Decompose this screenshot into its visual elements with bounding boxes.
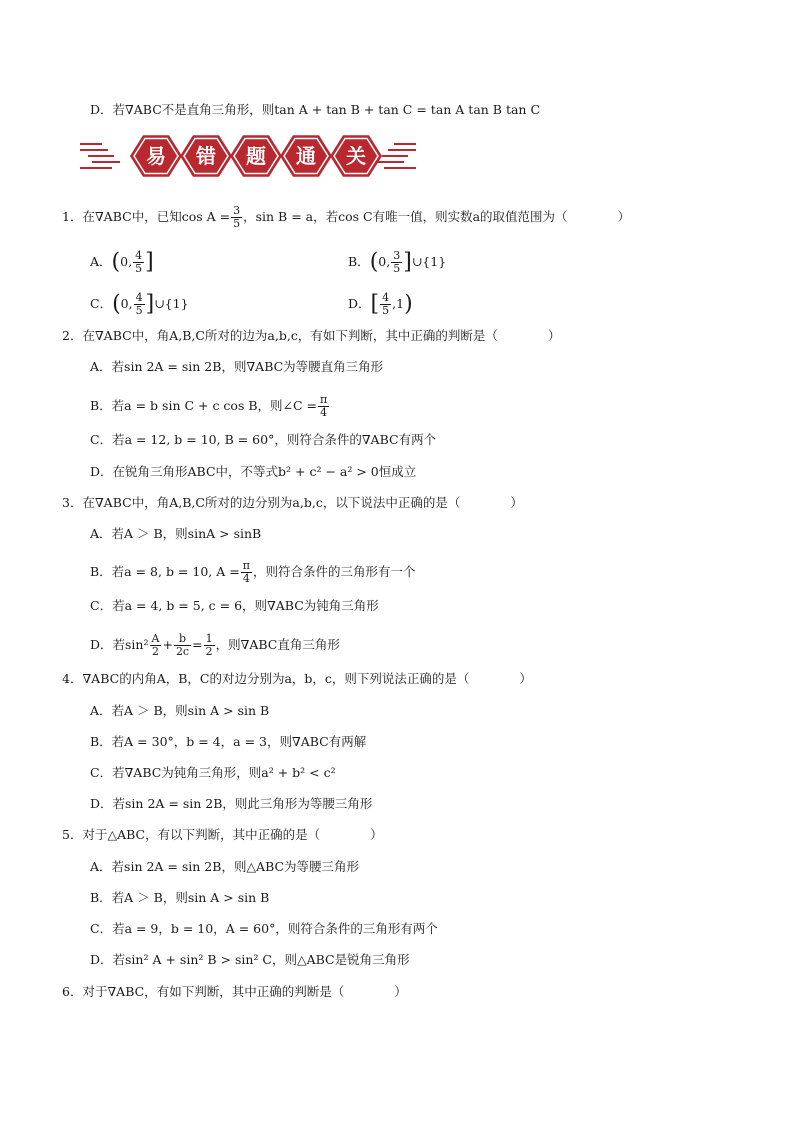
question-5-option-a: A．若sin 2A = sin 2B，则△ABC为等腰三角形 — [90, 859, 360, 874]
top-option-d: D．若∇ABC不是直角三角形，则tan A + tan B + tan C = tan A tan B tan C — [90, 102, 541, 117]
question-4-option-c: C．若∇ABC为钝角三角形，则a² + b² < c² — [90, 765, 336, 780]
question-4-stem: 4．∇ABC的内角A，B，C的对边分别为a，b，c，则下列说法正确的是（ ） — [62, 671, 532, 686]
question-2-option-c: C．若a = 12, b = 10, B = 60°，则符合条件的∇ABC有两个 — [90, 432, 437, 447]
question-2-option-a: A．若sin 2A = sin 2B，则∇ABC为等腰直角三角形 — [90, 359, 384, 374]
banner-char: 关 — [346, 144, 366, 168]
question-5-option-d: D．若sin² A + sin² B > sin² C，则△ABC是锐角三角形 — [90, 952, 410, 967]
question-3-option-c: C．若a = 4, b = 5, c = 6，则∇ABC为钝角三角形 — [90, 598, 379, 613]
question-2-option-d: D．在锐角三角形ABC中，不等式b² + c² − a² > 0恒成立 — [90, 464, 417, 479]
question-1-option-d: D．[ $\frac{4}{5}$ ,1) — [348, 291, 413, 317]
question-1-option-c: C．(0, $\frac{4}{5}$ ]∪{1} — [90, 291, 189, 317]
banner-char: 错 — [196, 144, 216, 168]
question-4-option-a: A．若A ＞ B，则sin A > sin B — [90, 703, 270, 718]
question-5-stem: 5．对于△ABC，有以下判断，其中正确的是（ ） — [62, 827, 383, 842]
question-5-option-b: B．若A ＞ B，则sin A > sin B — [90, 890, 270, 905]
banner-char: 题 — [246, 144, 266, 168]
question-5-option-c: C．若a = 9，b = 10，A = 60°，则符合条件的三角形有两个 — [90, 921, 438, 936]
question-1-option-a: A．(0, $\frac{4}{5}$ ] — [90, 249, 154, 275]
question-3-option-d: D．若sin² $\frac{A}{2}$ + $\frac{b}{2c}$ = $\frac{1}{2}$ ，则∇ABC直角三角形 — [90, 632, 340, 658]
banner-char: 易 — [146, 144, 166, 168]
question-6-stem: 6．对于∇ABC，有如下判断，其中正确的判断是（ ） — [62, 984, 407, 999]
question-3-stem: 3．在∇ABC中，角A,B,C所对的边分别为a,b,c，以下说法中正确的是（ ） — [62, 495, 523, 510]
question-3-option-a: A．若A ＞ B，则sinA > sinB — [90, 526, 262, 541]
question-1-option-b: B．(0, $\frac{3}{5}$ ]∪{1} — [348, 249, 447, 275]
question-4-option-d: D．若sin 2A = sin 2B，则此三角形为等腰三角形 — [90, 796, 373, 811]
question-3-option-b: B．若a = 8, b = 10, A = $\frac{\pi}{4}$ ，则符合条件的三角形有一个 — [90, 559, 416, 585]
question-4-option-b: B．若A = 30°，b = 4，a = 3，则∇ABC有两解 — [90, 734, 367, 749]
question-1-stem: 1．在∇ABC中，已知cos A = $\frac{3}{5}$ ，sin B = a，若cos C有唯一值，则实数a的取值范围为（ ） — [62, 204, 631, 230]
question-2-option-b: B．若a = b sin C + c cos B，则∠C = $\frac{\pi}{4}$ — [90, 393, 328, 419]
question-2-stem: 2．在∇ABC中，角A,B,C所对的边为a,b,c，有如下判断，其中正确的判断是（ ） — [62, 328, 561, 343]
section-banner — [78, 128, 418, 184]
banner-char: 通 — [296, 144, 316, 168]
